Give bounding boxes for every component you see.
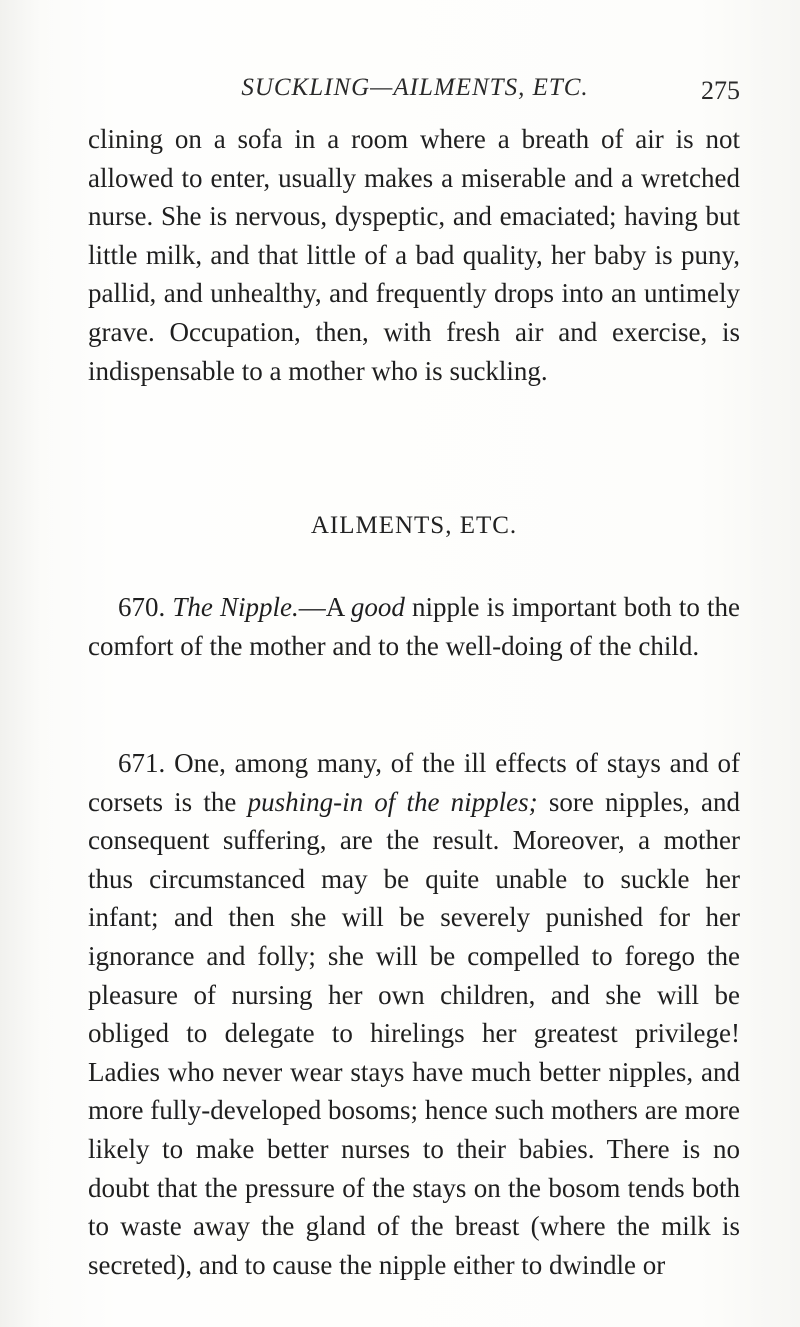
paragraph-670 [88,588,740,665]
paragraph-text: sore nipples, and consequent suffering, are the result. Moreover, a mother thus circumstanced may be quite unable to suckle her infant; and then she will be severely punished for her ignorance and folly; she will be compelled to forego the pleasure of nursing her own children, and she will be obliged to delegate to hirelings her greatest privilege! Ladies who never wear stays have much better nipples, and more fully-developed bosoms; hence such mothers are more likely to make better nurses to their babies. There is no doubt that the pressure of the stays on the bosom tends both to waste away the gland of the breast (where the milk is secreted), and to cause the nipple either to dwindle or [88,786,740,1280]
paragraph-continuation: clining on a sofa in a room where a breath of air is not allowed to enter, usually makes a miserable and a wretched nurse. She is nervous, dyspeptic, and emaciated; having but little milk, and that little of a bad quality, her baby is puny, pallid, and unhealthy, and frequently drops into an untimely grave. Occupation, then, with fresh air and exercise, is indispensable to a mother who is suckling. [88,124,740,386]
paragraph-number: 671. [118,748,166,778]
paragraph-emphasis: pushing-in of the nipples; [247,786,538,817]
paragraph-671 [88,744,740,1284]
paragraph-text: One, among many, of the ill effects of stays and of corsets is the [88,748,740,817]
running-head [100,72,740,112]
paragraph-number: 670. [118,592,166,622]
paragraph-text: nipple is important both to the comfort of the mother and to the well-doing of the child. [88,592,741,661]
paragraph-title: The Nipple. [172,592,299,622]
section-heading: AILMENTS, ETC. [310,512,518,539]
page-number: 275 [701,76,740,105]
paragraph-emphasis: good [350,592,405,622]
running-title: SUCKLING—AILMENTS, ETC. [241,74,589,101]
paragraph-dash: —A [298,592,351,622]
